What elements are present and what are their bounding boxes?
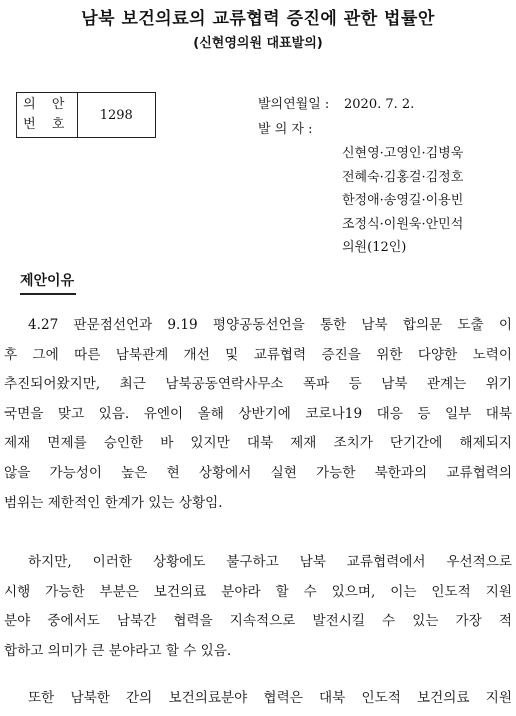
text-line: 하지만, 이러한 상황에도 불구하고 남북 교류협력에서 우선적으로	[28, 554, 512, 570]
bill-subtitle: (신현영의원 대표발의)	[193, 36, 323, 51]
bill-number-label	[17, 93, 78, 138]
bill-title: 남북 보건의료의 교류협력 증진에 관한 법률안	[81, 9, 435, 29]
text-line: 합하고 의미가 큰 분야라고 할 수 있음.	[4, 642, 232, 659]
text-line: 후 그에 따른 남북관계 개선 및 교류협력 증진을 위한 다양한 노력이	[4, 346, 512, 363]
proposal-date-row	[258, 92, 414, 117]
proposer-label: 발 의 자 :	[258, 122, 313, 137]
text-line: 분야 중에서도 남북간 협력을 지속적으로 발전시킬 수 있는 가장 적	[4, 613, 512, 630]
section-heading: 제안이유	[20, 270, 76, 295]
paragraph-2	[4, 548, 512, 666]
proposer-line: 의원(12인)	[342, 240, 407, 255]
proposal-date-label: 발의연월일 :	[258, 97, 330, 112]
text-line: 국면을 맞고 있음. 유엔이 올해 상반기에 코로나19 대응 등 일부 대북	[4, 405, 512, 422]
proposer-line: 한정애·송영길·이용빈	[342, 193, 464, 208]
bill-number-value: 1298	[77, 93, 155, 138]
text-line: 제재 면제를 승인한 바 있지만 대북 제재 조치가 단기간에 해제되지	[4, 435, 512, 452]
bill-number-label-line2: 번 호	[23, 117, 71, 132]
proposer-row	[258, 117, 414, 142]
bill-meta	[258, 92, 414, 142]
paragraph-3	[4, 684, 512, 714]
proposal-date-value: 2020. 7. 2.	[344, 97, 415, 112]
bill-number-box	[16, 92, 156, 138]
text-line: 범위는 제한적인 한계가 있는 상황임.	[4, 494, 223, 511]
proposer-list	[342, 142, 463, 260]
text-line: 않을 가능성이 높은 현 상황에서 실현 가능한 북한과의 교류협력의	[4, 464, 512, 481]
text-line: 4.27 판문점선언과 9.19 평양공동선언을 통한 남북 합의문 도출 이	[28, 317, 512, 333]
text-line: 추진되어왔지만, 최근 남북공동연락사무소 폭파 등 남북 관계는 위기	[4, 376, 512, 393]
bill-number-label-line1: 의 안	[23, 97, 71, 112]
proposer-line: 전혜숙·김홍걸·김정호	[342, 169, 464, 185]
proposer-line: 신현영·고영인·김병욱	[342, 146, 464, 161]
proposer-line: 조정식·이원욱·안민석	[342, 216, 464, 232]
paragraph-1	[4, 311, 512, 518]
text-line: 시행 가능한 부분은 보건의료 분야라 할 수 있으며, 이는 인도적 지원	[4, 583, 512, 600]
text-line: 또한 남북한 간의 보건의료분야 협력은 대북 인도적 보건의료 지원	[28, 690, 512, 706]
